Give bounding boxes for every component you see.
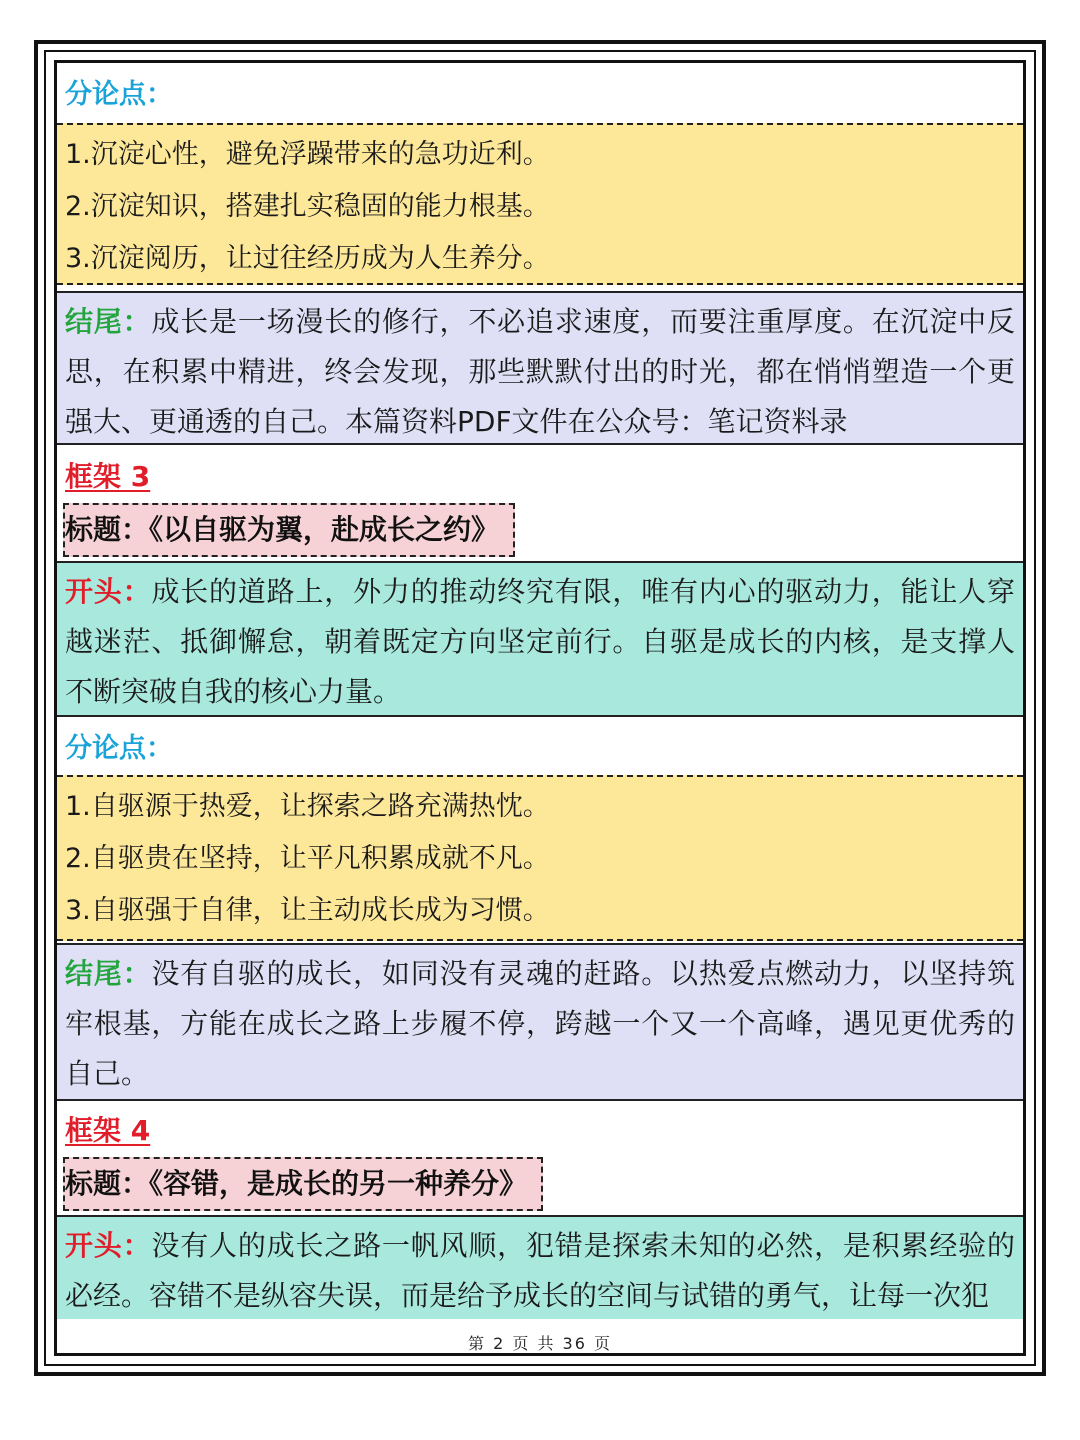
list-item: 1.沉淀心性，避免浮躁带来的急功近利。 xyxy=(65,139,550,170)
opening-paragraph xyxy=(57,1215,1023,1319)
page-number: 第 2 页 共 36 页 xyxy=(468,1334,612,1353)
frame-label: 框架 3 xyxy=(65,460,151,493)
opening-label: 开头： xyxy=(65,1229,152,1262)
ending-paragraph xyxy=(57,291,1023,445)
sub-points-list xyxy=(57,775,1023,941)
sub-points-heading: 分论点： xyxy=(65,79,173,110)
ending-text: 成长是一场漫长的修行，不必追求速度，而要注重厚度。在沉淀中反思，在积累中精进，终会发现，那些默默付出的时光，都在悄悄塑造一个更强大、更通透的自己。本篇资料PDF文件在公众号：笔记资料录 xyxy=(65,305,1015,438)
list-item: 3.自驱强于自律，让主动成长成为习惯。 xyxy=(65,895,550,926)
sub-points-heading: 分论点： xyxy=(65,733,173,764)
opening-text: 成长的道路上，外力的推动终究有限，唯有内心的驱动力，能让人穿越迷茫、抵御懈怠，朝着既定方向坚定前行。自驱是成长的内核，是支撑人不断突破自我的核心力量。 xyxy=(65,575,1015,708)
frame-3-header xyxy=(57,449,1023,505)
list-item: 2.沉淀知识，搭建扎实稳固的能力根基。 xyxy=(65,191,550,222)
opening-text: 没有人的成长之路一帆风顺，犯错是探索未知的必然，是积累经验的必经。容错不是纵容失误，而是给予成长的空间与试错的勇气，让每一次犯 xyxy=(65,1229,1015,1312)
ending-label: 结尾： xyxy=(65,957,152,990)
ending-label: 结尾： xyxy=(65,305,152,338)
list-item: 3.沉淀阅历，让过往经历成为人生养分。 xyxy=(65,243,550,274)
essay-title: 标题：《以自驱为翼，赴成长之约》 xyxy=(63,503,515,557)
frame-4-title-row xyxy=(57,1157,1023,1215)
list-item: 2.自驱贵在坚持，让平凡积累成就不凡。 xyxy=(65,843,550,874)
frame-label: 框架 4 xyxy=(65,1114,151,1147)
sub-points-list xyxy=(57,123,1023,285)
frame-4-header xyxy=(57,1103,1023,1159)
ending-text: 没有自驱的成长，如同没有灵魂的赶路。以热爱点燃动力，以坚持筑牢根基，方能在成长之路上步履不停，跨越一个又一个高峰，遇见更优秀的自己。 xyxy=(65,957,1015,1090)
list-item: 1.自驱源于热爱，让探索之路充满热忱。 xyxy=(65,791,550,822)
frame-3-title-row xyxy=(57,503,1023,561)
opening-paragraph xyxy=(57,561,1023,717)
ending-paragraph xyxy=(57,943,1023,1101)
opening-label: 开头： xyxy=(65,575,152,608)
page-content-frame xyxy=(54,60,1026,1356)
essay-title: 标题：《容错，是成长的另一种养分》 xyxy=(63,1157,543,1211)
